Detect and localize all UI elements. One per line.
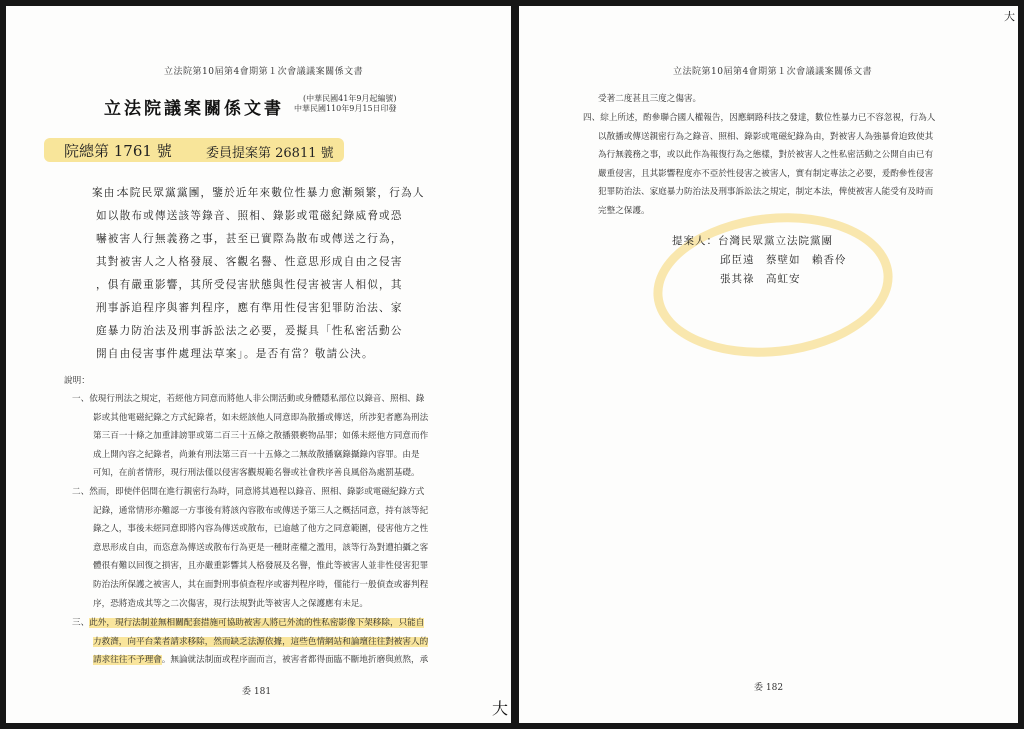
item-2-line: 序，恐將造成其等之二次傷害，現行法規對此等被害人之保護應有未足。 [93,598,369,609]
item-3-prefix: 三、 [72,618,90,628]
item-1-line: 第三百一十條之加重誹謗罪或第二百三十五條之散播猥褻物品罪；如係未經他方同意而作 [93,431,429,442]
proposer-org: 台灣民眾黨立法院黨團 [718,235,833,247]
item-3-line-1 [72,614,428,633]
ref-number: 院總第 1761 號 [64,142,172,160]
explain-label: 說明： [64,376,90,386]
proposer-names: 張其祿 高虹安 [720,273,801,285]
item-2 [72,483,428,613]
item-1-line: 可知，在前者情形，現行刑法僅以侵害客觀規範名譽或社會秩序善良風俗為處罰基礎。 [93,468,420,479]
highlighted-text: 請求往往不予理會 [93,655,162,666]
reason-block-cont [96,205,403,366]
date-line: 中華民國110年9月15日印發 [294,104,397,113]
reason-line: 庭暴力防治法及刑事訴訟法之必要，爰擬具「性私密活動公 [96,325,403,337]
item-3-line-3 [72,651,428,670]
item-3-line-2 [72,633,428,652]
item-4-line: 嚴重侵害，且其影響程度亦不亞於性侵害之被害人，實有制定專法之必要，爰酌參性侵害 [598,168,934,179]
reason-label: 案由： [92,187,128,199]
reason-line: 刑事訴追程序與審判程序，應有準用性侵害犯罪防治法、家 [96,302,403,314]
date-line: (中華民國41年9月起編號) [303,94,397,103]
item-1 [72,390,428,483]
item-2-line: 防治法所保護之被害人，其在面對刑事偵查程序或審判程序時，僅能行一般偵查或審判程 [93,579,429,590]
proposer-label: 提案人： [672,235,718,247]
reason-line: 嚇被害人行無義務之事，甚至已實際為散布或傳送之行為， [96,233,403,245]
page-right [519,6,1018,723]
item-3 [72,614,428,670]
item-2-line: 意思形成自由，而恣意為傳送或散布行為更是一種財產權之濫用，該等行為對遭拍攝之客 [93,542,429,553]
handwritten-mark: 大 [492,699,509,718]
item-2-line: 記錄，通常情形亦難認一方事後有將該內容散布或傳送予第三人之概括同意，持有該等紀 [93,505,429,516]
running-header: 立法院第10屆第4會期第１次會議議案關係文書 [164,67,364,77]
page-number: 委 182 [754,683,784,693]
proposer-line [672,232,847,251]
corner-mark: 大 [1004,10,1015,23]
page-left [6,6,511,723]
item-4-line: 為行無義務之事，或以此作為報復行為之態樣，對於被害人之性私密活動之公開自由已有 [598,150,934,161]
reason-line: 開自由侵害事件處理法草案」。是否有當？敬請公決。 [96,348,374,360]
reason-line: 如以散布或傳送該等錄音、照相、錄影或電磁紀錄威脅或恐 [96,210,403,222]
item-1-line: 一、依現行刑法之規定，若經他方同意而將他人非公開活動或身體隱私部位以錄音、照相、錄 [72,394,425,404]
reason-line: ，俱有嚴重影響，其所受侵害狀態與性侵害被害人相似，其 [96,279,403,291]
proposal-number: 委員提案第 26811 號 [206,146,334,161]
proposer-names: 邱臣遠 蔡壁如 賴香伶 [720,254,847,266]
item-4-line: 四、綜上所述，酌參聯合國人權報告，因應網路科技之發達，數位性暴力已不容忽視，行為人 [583,113,936,123]
item-4 [583,109,935,221]
item-1-line: 影或其他電磁紀錄之方式紀錄者，如未經該他人同意即為散播或傳送，所涉犯者應為刑法 [93,412,429,423]
item-2-line: 錄之人，事後未經同意即將內容為傳送或散布，已逾越了他方之同意範圍，侵害他方之性 [93,524,429,535]
reason-line: 本院民眾黨黨團，鑒於近年來數位性暴力愈漸頻繁，行為人 [118,187,425,199]
print-dates [294,94,397,114]
running-header: 立法院第10屆第4會期第１次會議議案關係文書 [673,67,873,77]
item-1-line: 成上開內容之紀錄者，尚兼有刑法第三百一十五條之二無故散播竊錄攝錄內容罪。由是 [93,449,420,460]
proposer-block [672,232,847,289]
item-4-line: 以散播或傳送親密行為之錄音、照相、錄影或電磁紀錄為由，對被害人為強暴脅迫致使其 [598,131,934,142]
highlighted-text: 力救濟，向平台業者請求移除，然而缺乏法源依據，這些色情網站和論壇往往對被害人的 [93,636,429,647]
item-4-line: 完整之保護。 [598,205,650,216]
item-4-line: 犯罪防治法、家庭暴力防治法及刑事訴訟法之規定，制定本法，俾使被害人能受有及時而 [598,187,934,198]
page-number: 委 181 [242,687,272,697]
cont-line: 受著二度甚且三度之傷害。 [598,94,702,104]
item-3-rest: 。無論就法制面或程序面而言，被害者都得面臨不斷地折磨與煎熬，承 [161,655,429,666]
item-2-line: 體很有難以回復之損害，且亦嚴重影響其人格發展及名譽，惟此等被害人並非性侵害犯罪 [93,561,429,572]
reason-line: 其對被害人之人格發展、客觀名譽、性意思形成自由之侵害 [96,256,403,268]
highlighted-text: 此外，現行法制並無相關配套措施可協助被害人將已外流的性私密影像下架移除，只能自 [89,618,425,628]
item-3-continued [583,90,701,109]
item-2-line: 二、然而，即使伴侶間在進行親密行為時，同意將其過程以錄音、照相、錄影或電磁紀錄方式 [72,487,425,497]
reason-block [118,182,425,205]
doc-title: 立法院議案關係文書 [104,99,284,119]
